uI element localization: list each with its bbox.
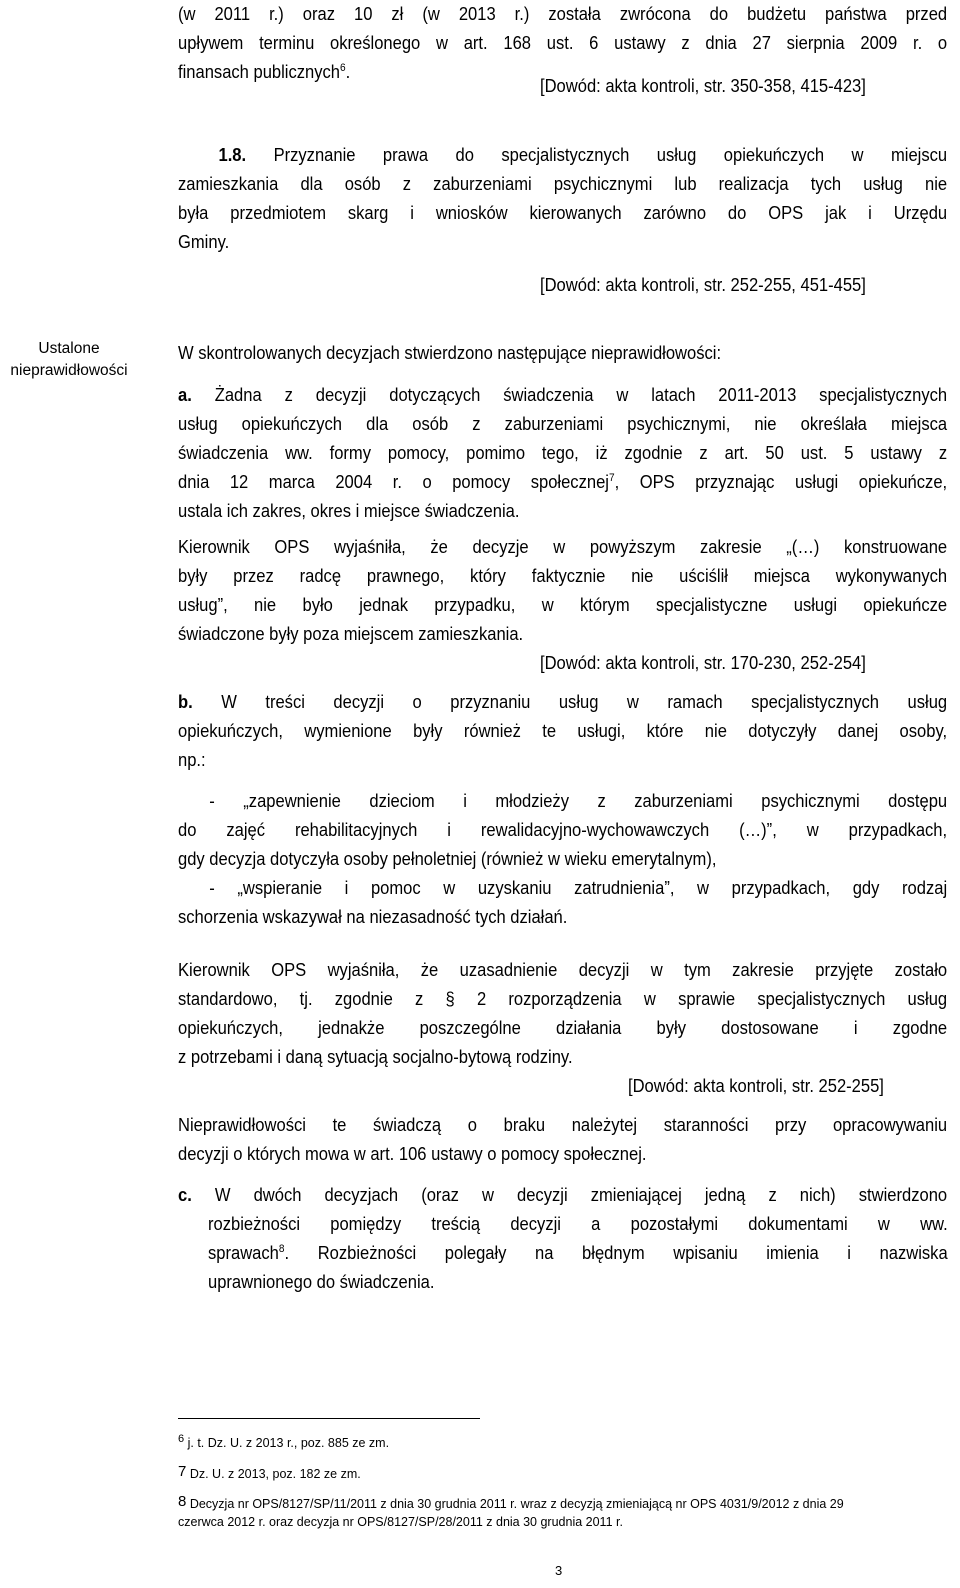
section-1-8-line-3: była przedmiotem skarg i wniosków kierowanych zarówno do OPS jak i Urzędu [178,203,948,223]
finding-a-line-1: a. Żadna z decyzji dotyczących świadczenia w latach 2011-2013 specjalistycznych [178,385,948,405]
margin-label-line-1: Ustalone [38,340,100,357]
conclusion-line-1: Nieprawidłowości te świadczą o braku należytej staranności przy opracowywaniu [178,1115,948,1135]
finding-c [178,1181,947,1210]
page-number: 3 [555,1563,563,1578]
conclusion-line-2: decyzji o których mowa w art. 106 ustawy o pomocy społecznej. [178,1144,647,1164]
finding-b-item-1-line-1: - „zapewnienie dzieciom i młodzieży z zaburzeniami psychicznymi dostępu [209,791,948,811]
section-1-8-line-1: 1.8. Przyznanie prawa do specjalistycznych usług opiekuńczych w miejscu [218,145,948,165]
footnote-6-number: 6 [178,1432,185,1445]
finding-a-line-3: świadczenia ww. formy pomocy, pomimo tego, iż zgodnie z art. 50 ust. 5 ustawy z [178,443,948,463]
footnote-ref-6[interactable]: 6 [340,62,346,74]
finding-a [178,381,947,526]
finding-a-letter: a. [178,385,192,405]
finding-b-line-2: opiekuńczych, wymienione były również te usługi, które nie dotyczyły danej osoby, [178,721,948,741]
finding-b-explanation-line-2: standardowo, tj. zgodnie z § 2 rozporządzenia w sprawie specjalistycznych usług [178,989,948,1009]
finding-b-line-3: np.: [178,750,206,770]
section-1-8-line-2: zamieszkania dla osób z zaburzeniami psychicznymi lub realizacja tych usług nie [178,174,948,194]
finding-a-line-4: dnia 12 marca 2004 r. o pomocy społecznej$^7$, OPS przyznając usługi opiekuńcze, [178,472,948,492]
finding-b-items [178,787,947,932]
finding-a-explanation-line-2: były przez radcę prawnego, który faktycznie nie uściślił miejsca wykonywanych [178,566,948,586]
finding-a-line-5: ustala ich zakres, okres i miejsce świadczenia. [178,501,520,521]
finding-c-line-1: c. W dwóch decyzjach (oraz w decyzji zmieniającej jedną z nich) stwierdzono [178,1185,948,1205]
finding-c-continued [208,1210,948,1297]
section-1-8 [178,141,947,257]
footnote-8-line-2: czerwca 2012 r. oraz decyzja nr OPS/8127/SP/28/2011 z dnia 30 grudnia 2011 r. [178,1515,623,1529]
finding-a-explanation-line-3: usług”, nie było jednak przypadku, w którym specjalistyczne usługi opiekuńcze [178,595,948,615]
finding-b-explanation-line-1: Kierownik OPS wyjaśniła, że uzasadnienie decyzji w tym zakresie przyjęte zostało [178,960,948,980]
margin-label [0,338,138,382]
evidence-ref-1: [Dowód: akta kontroli, str. 350-358, 415-423] [540,76,866,96]
finding-b-item-1-line-3: gdy decyzja dotyczyła osoby pełnoletniej (również w wieku emerytalnym), [178,849,717,869]
footnote-7-number: 7 [178,1463,187,1480]
top-paragraph-line-2: upływem terminu określonego w art. 168 ust. 6 ustawy z dnia 27 sierpnia 2009 r. o [178,33,948,53]
footnote-8-line-1: Decyzja nr OPS/8127/SP/11/2011 z dnia 30 grudnia 2011 r. wraz z decyzją zmieniającą nr OPS 4031/9/2012 z dnia 29 [186,1497,844,1511]
footnote-ref-7[interactable]: 7 [608,472,615,484]
top-paragraph-line-1: (w 2011 r.) oraz 10 zł (w 2013 r.) została zwrócona do budżetu państwa przed [178,4,948,24]
evidence-ref-3: [Dowód: akta kontroli, str. 170-230, 252-254] [540,653,866,673]
finding-b [178,688,947,775]
footnote-8 [178,1493,958,1531]
finding-c-line-3: sprawach$^8$. Rozbieżności polegały na błędnym wpisaniu imienia i nazwiska [208,1243,948,1263]
section-number: 1.8. [218,145,247,165]
finding-c-line-2: rozbieżności pomiędzy treścią decyzji a pozostałymi dokumentami w ww. [208,1214,948,1234]
footnote-7-text: Dz. U. z 2013, poz. 182 ze zm. [186,1467,361,1481]
finding-b-item-2-line-2: schorzenia wskazywał na niezasadność tych działań. [178,907,568,927]
footnote-ref-8[interactable]: 8 [278,1243,285,1255]
conclusion [178,1111,947,1169]
finding-c-letter: c. [178,1185,192,1205]
footnote-7 [178,1463,361,1483]
margin-label-line-2: nieprawidłowości [10,362,128,379]
evidence-ref-4: [Dowód: akta kontroli, str. 252-255] [628,1076,884,1096]
footnote-separator [178,1418,480,1419]
finding-a-line-2: usług opiekuńczych dla osób z zaburzeniami psychicznymi, nie określała miejsca [178,414,948,434]
top-paragraph-line-3: finansach publicznych$^6$. [178,62,351,82]
footnote-8-number: 8 [178,1493,187,1510]
finding-b-item-2-line-1: - „wspieranie i pomoc w uzyskaniu zatrudnienia”, w przypadkach, gdy rodzaj [209,878,948,898]
finding-b-line-1: b. W treści decyzji o przyznaniu usług w ramach specjalistycznych usług [178,692,948,712]
finding-b-letter: b. [178,692,193,712]
finding-b-explanation-line-3: opiekuńczych, jednakże poszczególne działania były dostosowane i zgodne [178,1018,948,1038]
footnote-6-text: j. t. Dz. U. z 2013 r., poz. 885 ze zm. [184,1436,390,1450]
finding-a-explanation-line-4: świadczone były poza miejscem zamieszkania. [178,624,524,644]
finding-b-explanation-line-4: z potrzebami i daną sytuacją socjalno-bytową rodziny. [178,1047,573,1067]
findings-intro: W skontrolowanych decyzjach stwierdzono następujące nieprawidłowości: [178,343,722,363]
finding-c-line-4: uprawnionego do świadczenia. [208,1272,435,1292]
finding-a-explanation [178,533,947,649]
evidence-ref-2: [Dowód: akta kontroli, str. 252-255, 451-455] [540,275,866,295]
finding-b-explanation [178,956,947,1072]
section-1-8-line-4: Gminy. [178,232,230,252]
finding-b-item-1-line-2: do zajęć rehabilitacyjnych i rewalidacyjno-wychowawczych (…)”, w przypadkach, [178,820,948,840]
finding-a-explanation-line-1: Kierownik OPS wyjaśniła, że decyzje w powyższym zakresie „(…) konstruowane [178,537,948,557]
footnote-6 [178,1434,389,1452]
